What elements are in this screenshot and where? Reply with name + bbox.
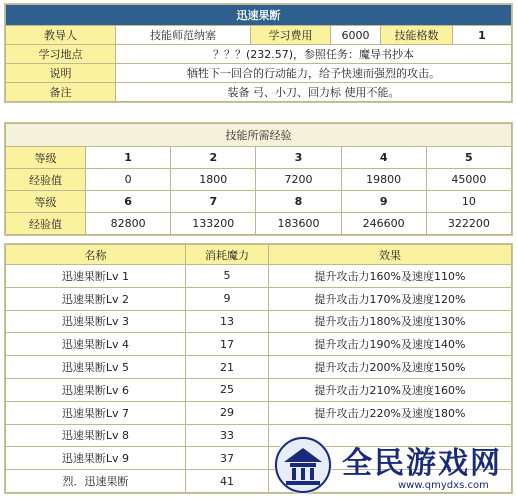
effect-row — [6, 310, 512, 333]
effect-name-cell: 迅速果断Lv 7 — [6, 401, 186, 424]
effect-mp-cell: 25 — [186, 378, 269, 401]
effect-name-cell: 烈．迅速果断 — [6, 470, 186, 493]
effect-text-cell: 提升攻击力170%及速度120% — [269, 287, 512, 310]
teacher-value: 技能师范纳塞 — [116, 26, 251, 45]
effect-name-cell: 迅速果断Lv 8 — [6, 424, 186, 447]
level-cell: 5 — [426, 147, 511, 169]
effect-mp-cell: 5 — [186, 265, 269, 288]
effect-mp-cell: 21 — [186, 356, 269, 379]
exp-cell: 7200 — [256, 169, 341, 191]
exp-panel — [4, 122, 513, 236]
effect-text-cell: 提升攻击力190%及速度140% — [269, 333, 512, 356]
level-cell: 9 — [341, 191, 426, 213]
effect-name-cell: 迅速果断Lv 1 — [6, 265, 186, 288]
exp-label-1: 经验值 — [6, 169, 86, 191]
level-cell: 4 — [341, 147, 426, 169]
exp-cell: 19800 — [341, 169, 426, 191]
skill-title: 迅速果断 — [6, 5, 512, 26]
effect-mp-cell: 17 — [186, 333, 269, 356]
location-value: ？？？(232.57)，参照任务：魔导书抄本 — [116, 45, 512, 64]
skill-info-panel — [4, 3, 513, 103]
temple-logo-icon — [274, 436, 332, 494]
exp-cell: 82800 — [86, 213, 171, 235]
exp-cell: 1800 — [171, 169, 256, 191]
exp-table — [5, 123, 512, 235]
exp-title: 技能所需经验 — [6, 124, 512, 147]
exp-cell: 183600 — [256, 213, 341, 235]
effect-row — [6, 401, 512, 424]
effect-mp-cell: 37 — [186, 447, 269, 470]
effect-name-cell: 迅速果断Lv 9 — [6, 447, 186, 470]
col-effect-header: 效果 — [269, 245, 512, 265]
exp-label-2: 经验值 — [6, 213, 86, 235]
slots-value: 1 — [453, 26, 512, 45]
effect-mp-cell: 9 — [186, 287, 269, 310]
col-mp-header: 消耗魔力 — [186, 245, 269, 265]
effect-row — [6, 265, 512, 288]
effect-mp-cell: 13 — [186, 310, 269, 333]
level-cell: 6 — [86, 191, 171, 213]
effect-text-cell: 提升攻击力160%及速度110% — [269, 265, 512, 288]
watermark-url: www.qmydxs.com — [398, 480, 489, 491]
effect-row — [6, 333, 512, 356]
effect-text-cell: 提升攻击力220%及速度180% — [269, 401, 512, 424]
effect-text-cell: 提升攻击力200%及速度150% — [269, 356, 512, 379]
effect-name-cell: 迅速果断Lv 5 — [6, 356, 186, 379]
desc-label: 说明 — [6, 64, 116, 83]
effect-name-cell: 迅速果断Lv 3 — [6, 310, 186, 333]
exp-cell: 322200 — [426, 213, 511, 235]
level-cell: 3 — [256, 147, 341, 169]
watermark-text: 全民游戏网 — [342, 446, 502, 481]
level-cell: 7 — [171, 191, 256, 213]
effect-text-cell: 提升攻击力210%及速度160% — [269, 378, 512, 401]
note-value: 装备 弓、小刀、回力标 使用不能。 — [116, 83, 512, 102]
slots-label: 技能格数 — [381, 26, 453, 45]
exp-cell: 246600 — [341, 213, 426, 235]
col-name-header: 名称 — [6, 245, 186, 265]
effect-mp-cell: 41 — [186, 470, 269, 493]
effect-name-cell: 迅速果断Lv 2 — [6, 287, 186, 310]
skill-info-table — [5, 4, 512, 102]
effect-row — [6, 356, 512, 379]
location-label: 学习地点 — [6, 45, 116, 64]
effect-row — [6, 287, 512, 310]
level-label-1: 等级 — [6, 147, 86, 169]
level-cell: 1 — [86, 147, 171, 169]
note-label: 备注 — [6, 83, 116, 102]
effect-row — [6, 378, 512, 401]
level-cell: 10 — [426, 191, 511, 213]
exp-cell: 133200 — [171, 213, 256, 235]
teacher-label: 教导人 — [6, 26, 116, 45]
exp-cell: 45000 — [426, 169, 511, 191]
cost-label: 学习费用 — [251, 26, 331, 45]
effect-name-cell: 迅速果断Lv 4 — [6, 333, 186, 356]
exp-cell: 0 — [86, 169, 171, 191]
effect-text-cell: 提升攻击力180%及速度130% — [269, 310, 512, 333]
cost-value: 6000 — [331, 26, 381, 45]
level-label-2: 等级 — [6, 191, 86, 213]
level-cell: 8 — [256, 191, 341, 213]
effect-mp-cell: 29 — [186, 401, 269, 424]
watermark — [268, 432, 513, 498]
level-cell: 2 — [171, 147, 256, 169]
desc-value: 牺牲下一回合的行动能力，给予快速而强烈的攻击。 — [116, 64, 512, 83]
effect-mp-cell: 33 — [186, 424, 269, 447]
effect-name-cell: 迅速果断Lv 6 — [6, 378, 186, 401]
